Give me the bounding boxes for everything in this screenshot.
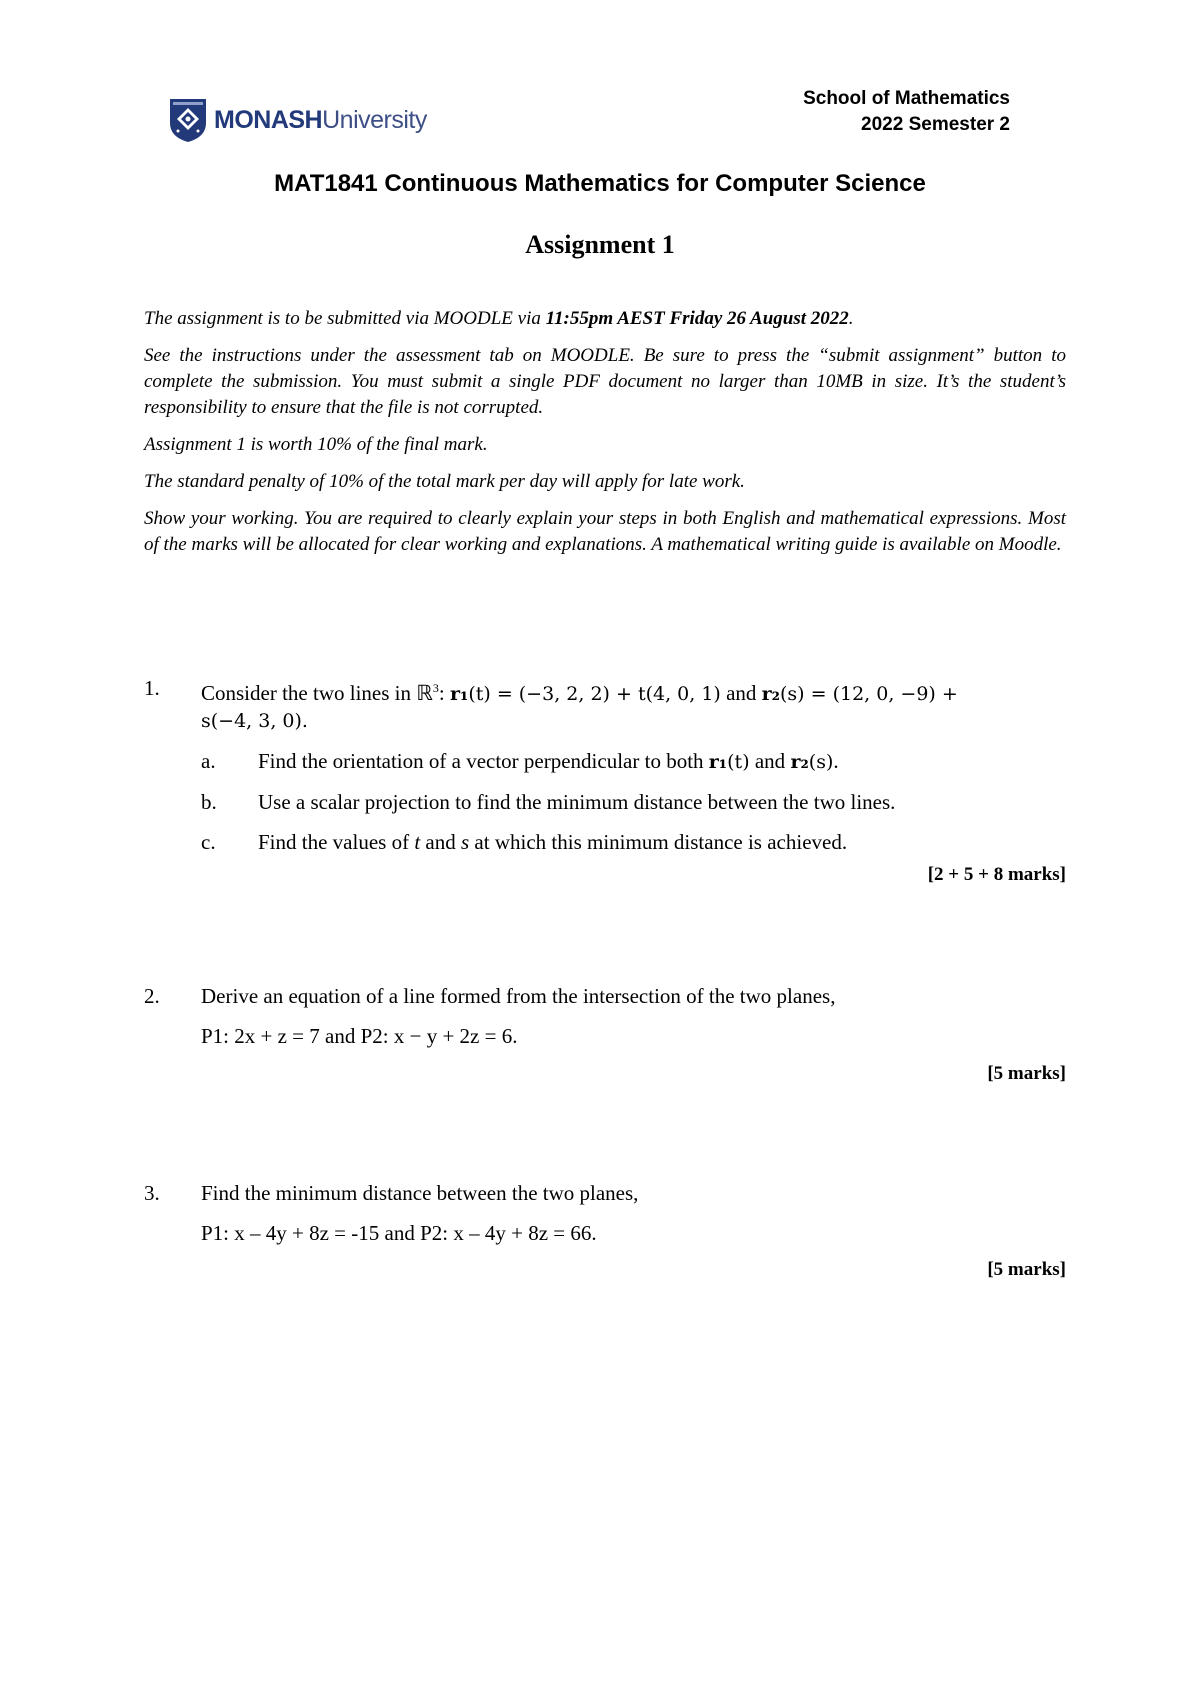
question-stem: Consider the two lines in ℝ$^3$: r₁(t) = (−3, 2, 2) + t(4, 0, 1) and r₂(s) = (12, 0, −9) + xyxy=(201,681,958,705)
question-number: 3. xyxy=(144,1181,160,1205)
school-info xyxy=(803,86,1010,138)
question-2-marks: [5 marks] xyxy=(987,1063,1066,1084)
working-note: Show your working. You are required to clearly explain your steps in both English and mathematical expressions. Most of the marks will be allocated for clear working and explanations. A mathematical writing guide is available on Moodle. xyxy=(144,508,1066,555)
part-b: b. Use a scalar projection to find the minimum distance between the two lines. xyxy=(201,790,896,814)
deadline-date: 11:55pm AEST Friday 26 August 2022 xyxy=(545,308,849,329)
semester: 2022 Semester 2 xyxy=(861,114,1010,135)
question-1-marks: [2 + 5 + 8 marks] xyxy=(927,864,1066,885)
logo-word-monash: MONASH xyxy=(214,105,323,134)
penalty-note: The standard penalty of 10% of the total mark per day will apply for late work. xyxy=(144,471,745,492)
question-stem-continued: s(−4, 3, 0). xyxy=(201,710,308,732)
assignment-title: Assignment 1 xyxy=(525,230,675,259)
question-stem: Find the minimum distance between the two planes, xyxy=(201,1181,639,1205)
part-a: a. Find the orientation of a vector perpendicular to both r₁(t) and r₂(s). xyxy=(201,749,839,773)
submission-deadline: The assignment is to be submitted via MOODLE via 11:55pm AEST Friday 26 August 2022. xyxy=(144,308,854,329)
logo-word-university: University xyxy=(322,105,427,134)
plane-equations: P1: x – 4y + 8z = -15 and P2: x – 4y + 8z = 66. xyxy=(201,1221,597,1245)
monash-logo xyxy=(168,97,427,143)
part-c: c. Find the values of t and s at which this minimum distance is achieved. xyxy=(201,830,848,854)
question-2 xyxy=(144,983,1066,1063)
submission-instructions: See the instructions under the assessment tab on MOODLE. Be sure to press the “submit assignment” button to complete the submission. You must submit a single PDF document no larger than 10MB in size. It’s the student’s responsibility to ensure that the file is not corrupted. xyxy=(144,345,1066,418)
school-name: School of Mathematics xyxy=(803,88,1010,109)
plane-equations: P1: 2x + z = 7 and P2: x − y + 2z = 6. xyxy=(201,1024,518,1048)
question-1 xyxy=(144,675,1066,869)
course-title: MAT1841 Continuous Mathematics for Computer Science xyxy=(274,170,926,197)
question-3 xyxy=(144,1180,1066,1260)
weighting-note: Assignment 1 is worth 10% of the final mark. xyxy=(144,434,488,455)
question-number: 1. xyxy=(144,676,160,700)
question-stem: Derive an equation of a line formed from the intersection of the two planes, xyxy=(201,984,836,1008)
monash-crest-icon xyxy=(168,97,208,143)
instructions xyxy=(144,306,1066,569)
question-number: 2. xyxy=(144,984,160,1008)
question-3-marks: [5 marks] xyxy=(987,1259,1066,1280)
